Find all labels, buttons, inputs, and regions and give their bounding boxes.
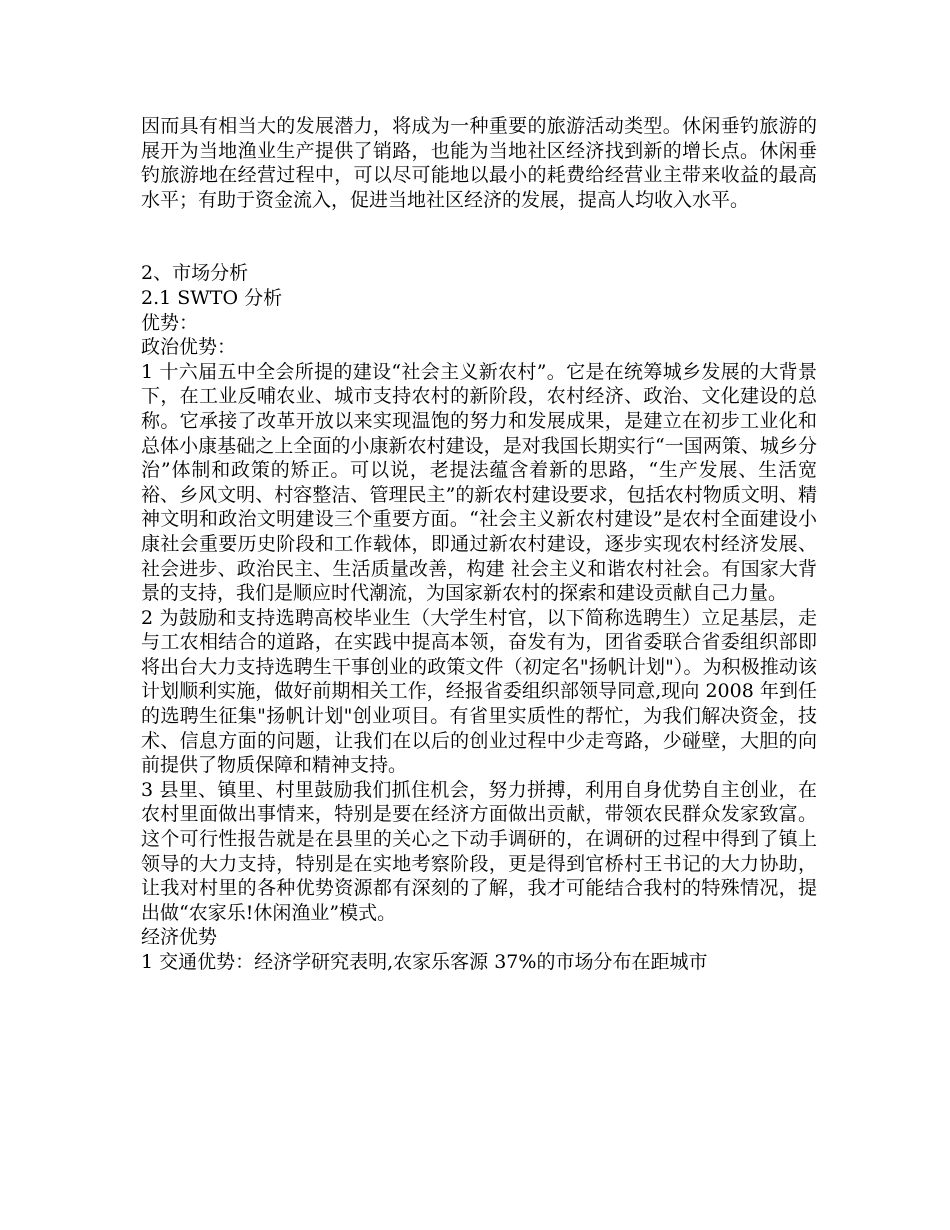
political-advantage-2: 2 为鼓励和支持选聘高校毕业生（大学生村官，以下简称选聘生）立足基层，走与工农相结合的道路，在实践中提高本领，奋发有为，团省委联合省委组织部即将出台大力支持选聘生干事创业的政策文件（初定名"扬帆计划"）。为积极推动该计划顺利实施，做好前期相关工作，经报省委组织部领导同意,现向 2008 年到任的选聘生征集"扬帆计划"创业项目。有省里实质性的帮忙，为我们解决资金，技术、信息方面的问题，让我们在以后的创业过程中少走弯路，少碰壁，大胆的向前提供了物质保障和精神支持。	[141, 606, 817, 777]
paragraph-gap	[141, 212, 817, 261]
intro-paragraph: 因而具有相当大的发展潜力，将成为一种重要的旅游活动类型。休闲垂钓旅游的展开为当地渔业生产提供了销路，也能为当地社区经济找到新的增长点。休闲垂钓旅游地在经营过程中，可以尽可能地以最小的耗费给经营业主带来收益的最高水平；有助于资金流入，促进当地社区经济的发展，提高人均收入水平。	[141, 115, 817, 211]
advantages-heading: 优势：	[141, 311, 199, 334]
subsection-heading: 2.1 SWTO 分析	[141, 286, 283, 309]
economic-advantage-1: 1 交通优势：经济学研究表明,农家乐客源 37%的市场分布在距城市	[141, 951, 708, 973]
political-advantage-3: 3 县里、镇里、村里鼓励我们抓住机会，努力拼搏，利用自身优势自主创业，在农村里面做出事情来，特别是要在经济方面做出贡献，带领农民群众发家致富。这个可行性报告就是在县里的关心之下动手调研的，在调研的过程中得到了镇上领导的大力支持，特别是在实地考察阶段，更是得到官桥村王书记的大力协助，让我对村里的各种优势资源都有深刻的了解，我才可能结合我村的特殊情况，提出做“农家乐!休闲渔业”模式。	[141, 778, 817, 924]
political-advantage-1: 1 十六届五中全会所提的建设“社会主义新农村”。它是在统筹城乡发展的大背景下，在工业反哺农业、城市支持农村的新阶段，农村经济、政治、文化建设的总称。它承接了改革开放以来实现温饱的努力和发展成果，是建立在初步工业化和总体小康基础之上全面的小康新农村建设，是对我国长期实行“一国两策、城乡分治”体制和政策的矫正。可以说，老提法蕴含着新的思路，“生产发展、生活宽裕、乡风文明、村容整洁、管理民主”的新农村建设要求，包括农村物质文明、精神文明和政治文明建设三个重要方面。“社会主义新农村建设”是农村全面建设小康社会重要历史阶段和工作载体，即通过新农村建设，逐步实现农村经济发展、社会进步、政治民主、生活质量改善，构建 社会主义和谐农村社会。有国家大背景的支持，我们是顺应时代潮流，为国家新农村的探索和建设贡献自己力量。	[141, 360, 817, 605]
political-advantages-heading: 政治优势：	[141, 336, 237, 359]
section-heading: 2、市场分析	[141, 262, 249, 285]
economic-advantages-heading: 经济优势	[141, 926, 218, 949]
document-page	[141, 114, 817, 975]
